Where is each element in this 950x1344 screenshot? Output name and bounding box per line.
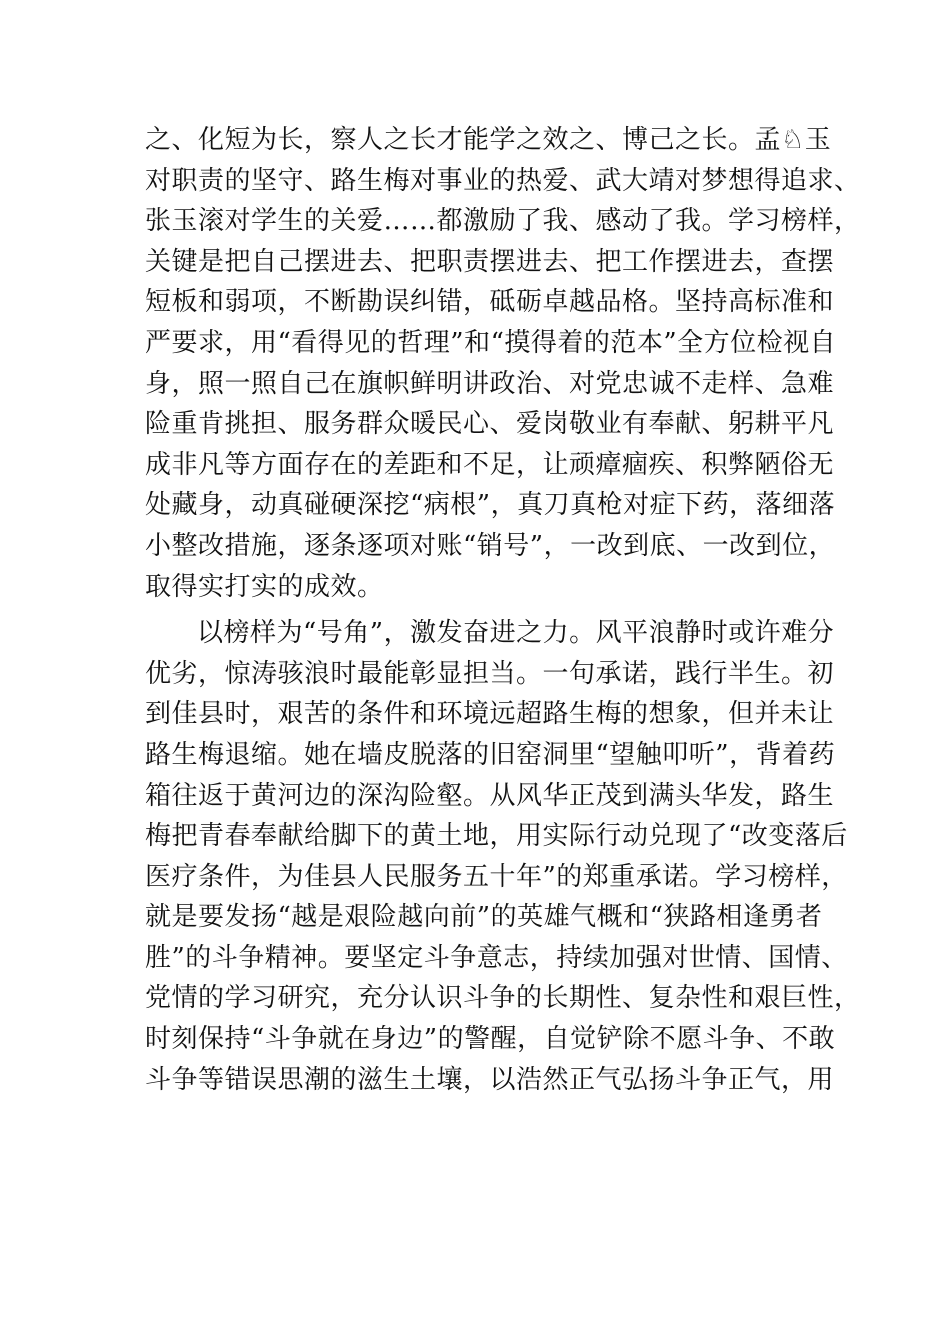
text-line: 以榜样为“号角”，激发奋进之力。风平浪静时或许难分 <box>197 618 835 649</box>
text-line: 斗争等错误思潮的滋生土壤，以浩然正气弘扬斗争正气，用 <box>145 1064 835 1095</box>
paragraph-2 <box>145 613 861 1100</box>
text-line: 医疗条件，为佳县人民服务五十年”的郑重承诺。学习榜样， <box>145 861 848 892</box>
text-line: 胜”的斗争精神。要坚定斗争意志，持续加强对世情、国情、 <box>145 942 848 973</box>
text-line: 张玉滚对学生的关爱……都激励了我、感动了我。学习榜样， <box>145 206 861 237</box>
text-line: 之、化短为长，察人之长才能学之效之、博己之长。孟♘玉 <box>145 125 832 155</box>
text-line: 梅把青春奉献给脚下的黄土地，用实际行动兑现了“改变落后 <box>145 821 848 852</box>
text-line: 取得实打实的成效。 <box>145 571 384 602</box>
text-line: 关键是把自己摆进去、把职责摆进去、把工作摆进去，查摆 <box>145 246 835 277</box>
text-line: 对职责的坚守、路生梅对事业的热爱、武大靖对梦想得追求、 <box>145 165 861 196</box>
text-line: 到佳县时，艰苦的条件和环境远超路生梅的想象，但并未让 <box>145 699 835 730</box>
text-line: 成非凡等方面存在的差距和不足，让顽瘴痼疾、积弊陋俗无 <box>145 449 835 480</box>
text-line: 短板和弱项，不断勘误纠错，砥砺卓越品格。坚持高标准和 <box>145 287 835 318</box>
text-line: 小整改措施，逐条逐项对账“销号”，一改到底、一改到位， <box>145 530 836 561</box>
text-line: 处藏身，动真碰硬深挖“病根”，真刀真枪对症下药，落细落 <box>145 490 836 521</box>
text-line: 党情的学习研究，充分认识斗争的长期性、复杂性和艰巨性， <box>145 983 861 1014</box>
document-body <box>145 120 861 1100</box>
text-line: 路生梅退缩。她在墙皮脱落的旧窑洞里“望触叩听”，背着药 <box>145 739 836 770</box>
text-line: 就是要发扬“越是艰险越向前”的英雄气概和“狭路相逢勇者 <box>145 902 823 933</box>
text-line: 身，照一照自己在旗帜鲜明讲政治、对党忠诚不走样、急难 <box>145 368 835 399</box>
text-line: 箱往返于黄河边的深沟险壑。从风华正茂到满头华发，路生 <box>145 780 835 811</box>
text-line: 优劣，惊涛骇浪时最能彰显担当。一句承诺，践行半生。初 <box>145 658 835 689</box>
text-line: 险重肯挑担、服务群众暖民心、爱岗敬业有奉献、躬耕平凡 <box>145 409 835 440</box>
paragraph-1 <box>145 120 861 607</box>
text-line: 时刻保持“斗争就在身边”的警醒，自觉铲除不愿斗争、不敢 <box>145 1024 836 1055</box>
text-line: 严要求，用“看得见的哲理”和“摸得着的范本”全方位检视自 <box>145 327 837 358</box>
